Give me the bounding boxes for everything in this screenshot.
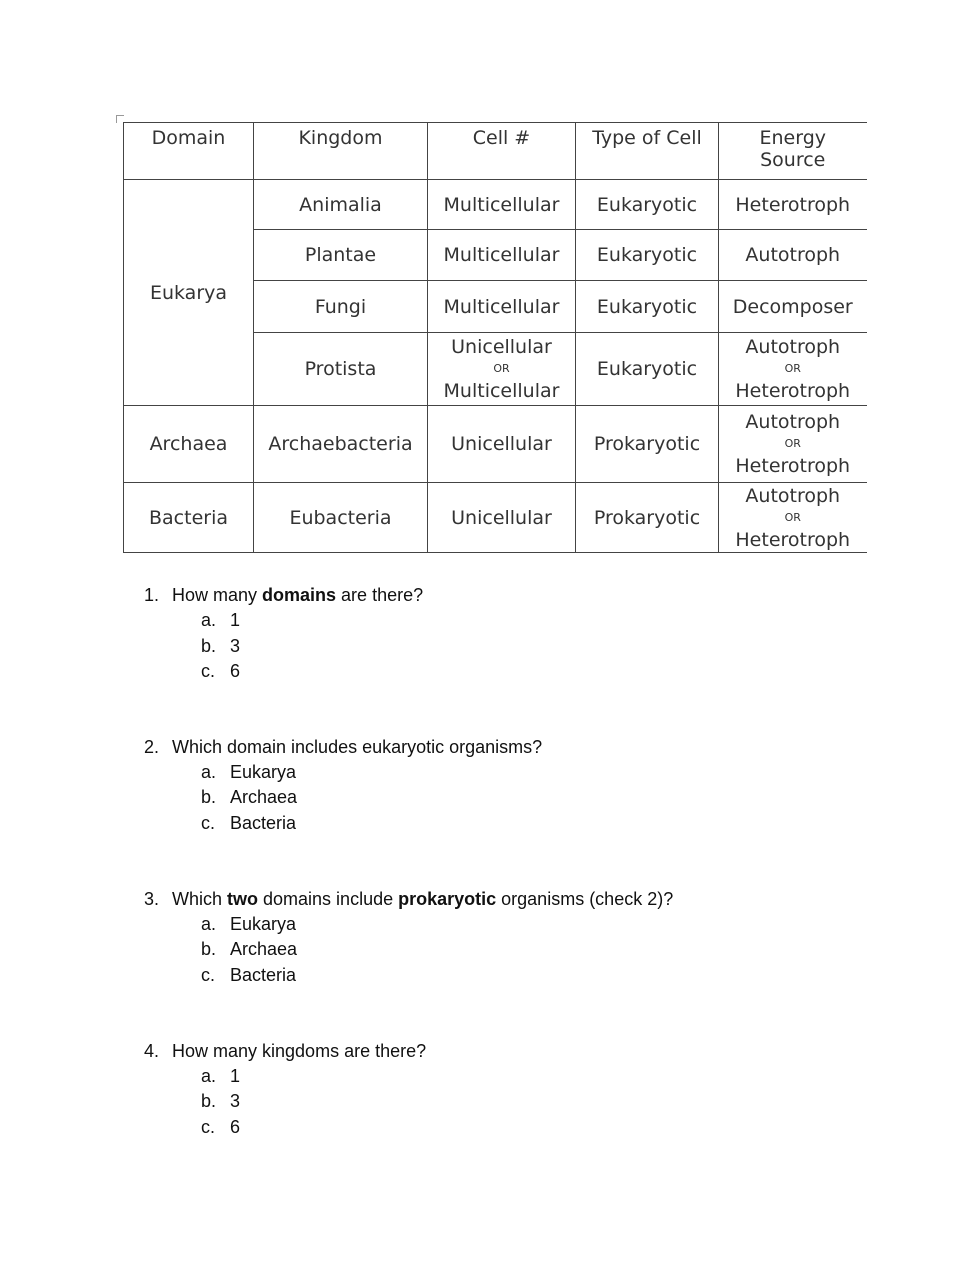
option-letter: a.: [201, 610, 217, 630]
energy-cell: [719, 406, 867, 483]
option-letter: b.: [201, 939, 217, 959]
answer-option[interactable]: [201, 1091, 240, 1112]
option-letter: b.: [201, 636, 217, 656]
table-row: [124, 406, 867, 483]
question-3: [144, 889, 673, 910]
or-separator: OR: [784, 437, 801, 450]
question-text-part: How many: [172, 585, 263, 605]
option-text: 6: [230, 1117, 241, 1137]
answer-option[interactable]: [201, 787, 297, 808]
energy-cell: Autotroph: [719, 230, 867, 281]
question-text-part: are there?: [336, 585, 424, 605]
header-kingdom: Kingdom: [254, 123, 428, 180]
answer-option[interactable]: [201, 965, 296, 986]
answer-option[interactable]: [201, 762, 296, 783]
question-number: 2.: [144, 737, 160, 757]
question-number: 3.: [144, 889, 160, 909]
option-letter: c.: [201, 813, 216, 833]
cell-count-cell: Unicellular: [428, 406, 576, 483]
question-4: [144, 1041, 426, 1062]
option-letter: c.: [201, 1117, 216, 1137]
answer-option[interactable]: [201, 661, 240, 682]
header-energy-source: Energy Source: [719, 123, 867, 180]
cell-count-cell: Unicellular: [428, 483, 576, 553]
kingdom-cell: Animalia: [254, 180, 428, 230]
option-letter: c.: [201, 661, 216, 681]
question-2: [144, 737, 542, 758]
option-text: 6: [230, 661, 241, 681]
option-letter: a.: [201, 914, 217, 934]
or-separator: OR: [493, 362, 510, 375]
question-number: 4.: [144, 1041, 160, 1061]
cell-count-cell: Multicellular: [428, 281, 576, 333]
option-text: Bacteria: [230, 965, 297, 985]
energy-option-a: Autotroph: [745, 336, 841, 358]
cell-count-option-b: Multicellular: [443, 380, 560, 402]
energy-cell: [719, 333, 867, 406]
cell-type-cell: Eukaryotic: [576, 333, 719, 406]
cell-type-cell: Eukaryotic: [576, 180, 719, 230]
option-letter: b.: [201, 1091, 217, 1111]
option-letter: a.: [201, 1066, 217, 1086]
option-text: 3: [230, 636, 241, 656]
question-number: 1.: [144, 585, 160, 605]
option-text: Eukarya: [230, 762, 297, 782]
energy-option-b: Heterotroph: [735, 455, 851, 477]
cell-type-cell: Eukaryotic: [576, 230, 719, 281]
energy-option-b: Heterotroph: [735, 528, 851, 551]
kingdom-cell: Eubacteria: [254, 483, 428, 553]
option-text: Archaea: [230, 939, 298, 959]
option-text: 1: [230, 610, 241, 630]
cell-count-cell: [428, 333, 576, 406]
question-text: [172, 889, 673, 909]
option-text: Archaea: [230, 787, 298, 807]
cell-count-cell: Multicellular: [428, 230, 576, 281]
cell-count-cell: Multicellular: [428, 180, 576, 230]
answer-option[interactable]: [201, 1117, 240, 1138]
header-cell-type: Type of Cell: [576, 123, 719, 180]
answer-option[interactable]: [201, 1066, 240, 1087]
question-emphasis: prokaryotic: [398, 889, 497, 909]
kingdom-cell: Fungi: [254, 281, 428, 333]
cell-type-cell: Prokaryotic: [576, 406, 719, 483]
energy-option-a: Autotroph: [745, 484, 841, 507]
option-letter: a.: [201, 762, 217, 782]
option-text: Bacteria: [230, 813, 297, 833]
kingdom-cell: Plantae: [254, 230, 428, 281]
question-emphasis: two: [227, 889, 259, 909]
energy-cell: Decomposer: [719, 281, 867, 333]
domain-archaea: Archaea: [124, 406, 254, 483]
cell-type-cell: Eukaryotic: [576, 281, 719, 333]
answer-option[interactable]: [201, 813, 296, 834]
question-text-part: organisms (check 2)?: [496, 889, 674, 909]
cell-type-cell: Prokaryotic: [576, 483, 719, 553]
cell-count-option-a: Unicellular: [451, 336, 552, 358]
answer-option[interactable]: [201, 914, 296, 935]
kingdom-cell: Protista: [254, 333, 428, 406]
question-1: [144, 585, 423, 606]
question-text: Which domain includes eukaryotic organisms?: [172, 737, 543, 757]
header-cell-count: Cell #: [428, 123, 576, 180]
question-text-part: domains include: [258, 889, 399, 909]
option-text: 3: [230, 1091, 241, 1111]
answer-option[interactable]: [201, 636, 240, 657]
table-row: [124, 180, 867, 230]
energy-cell: [719, 483, 867, 553]
answer-option[interactable]: [201, 610, 240, 631]
question-emphasis: domains: [262, 585, 337, 605]
table-header-row: [124, 123, 867, 180]
or-separator: OR: [784, 510, 801, 524]
kingdom-cell: Archaebacteria: [254, 406, 428, 483]
energy-option-b: Heterotroph: [735, 380, 851, 402]
question-text: [172, 585, 423, 605]
question-text: How many kingdoms are there?: [172, 1041, 427, 1061]
answer-option[interactable]: [201, 939, 297, 960]
header-domain: Domain: [124, 123, 254, 180]
option-text: Eukarya: [230, 914, 297, 934]
energy-cell: Heterotroph: [719, 180, 867, 230]
classification-table: [123, 122, 867, 553]
domain-eukarya: Eukarya: [124, 180, 254, 406]
option-text: 1: [230, 1066, 241, 1086]
or-separator: OR: [784, 362, 801, 375]
option-letter: b.: [201, 787, 217, 807]
energy-option-a: Autotroph: [745, 411, 841, 433]
option-letter: c.: [201, 965, 216, 985]
domain-bacteria: Bacteria: [124, 483, 254, 553]
table-row: [124, 483, 867, 553]
question-text-part: Which: [172, 889, 228, 909]
